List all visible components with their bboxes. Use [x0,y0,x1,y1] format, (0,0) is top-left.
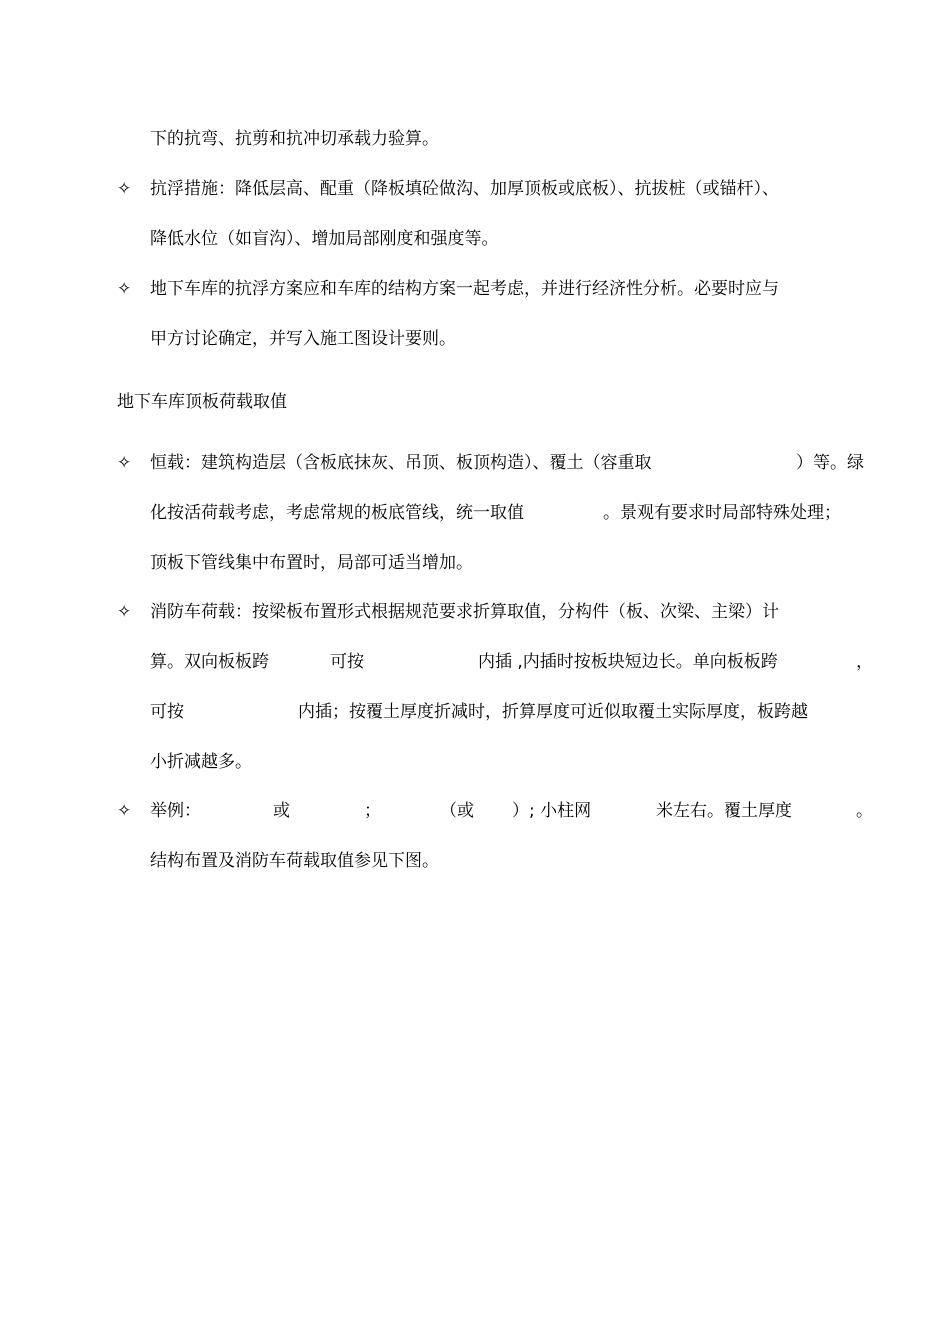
example-line1-f: 米左右。覆土厚度 [656,801,792,821]
fire-truck-line2-d: ， [856,652,873,672]
float-scheme-line1: 地下车库的抗浮方案应和车库的结构方案一起考虑，并进行经济性分析。必要时应与 [150,279,779,299]
example-line1-d: （或 [440,801,474,821]
example-line1-a: 举例： [150,801,201,821]
fire-truck-line3-a: 可按 [150,702,184,722]
bullet-icon: ✧ [117,279,132,299]
dead-load-line1-b: ）等。绿 [796,453,864,473]
fire-truck-line3-b: 内插；按覆土厚度折减时，折算厚度可近似取覆土实际厚度，板跨越 [298,702,808,722]
fire-truck-line2-b: 可按 [330,652,364,672]
bullet-icon: ✧ [117,602,132,622]
fire-truck-line4: 小折减越多。 [150,752,252,772]
bullet-icon: ✧ [117,801,132,821]
bullet-icon: ✧ [117,453,132,473]
dead-load-line1-a: 恒载：建筑构造层（含板底抹灰、吊顶、板顶构造）、覆土（容重取 [150,453,652,473]
dead-load-line2-a: 化按活荷载考虑，考虑常规的板底管线，统一取值 [150,503,524,523]
example-line1-e: ）; 小柱网 [512,801,592,821]
example-line1-b: 或 [273,801,290,821]
float-measures-line1: 抗浮措施：降低层高、配重（降板填砼做沟、加厚顶板或底板）、抗拔桩（或锚杆）、 [150,179,779,199]
section-heading: 地下车库顶板荷载取值 [117,392,287,412]
float-measures-line2: 降低水位（如盲沟）、增加局部刚度和强度等。 [150,229,499,249]
float-scheme-line2: 甲方讨论确定，并写入施工图设计要则。 [150,329,456,349]
example-line1-c: ； [364,801,381,821]
fire-truck-line2-a: 算。双向板板跨 [150,652,269,672]
example-line1-g: 。 [856,801,873,821]
fire-truck-line2-c: 内插 ,内插时按板块短边长。单向板板跨 [478,652,778,672]
bullet-icon: ✧ [117,179,132,199]
dead-load-line3: 顶板下管线集中布置时，局部可适当增加。 [150,553,473,573]
example-line2: 结构布置及消防车荷载取值参见下图。 [150,851,439,871]
fire-truck-line1: 消防车荷载：按梁板布置形式根据规范要求折算取值，分构件（板、次梁、主梁）计 [150,602,779,622]
continuation-text: 下的抗弯、抗剪和抗冲切承载力验算。 [150,129,439,149]
dead-load-line2-b: 。景观有要求时局部特殊处理； [603,503,841,523]
